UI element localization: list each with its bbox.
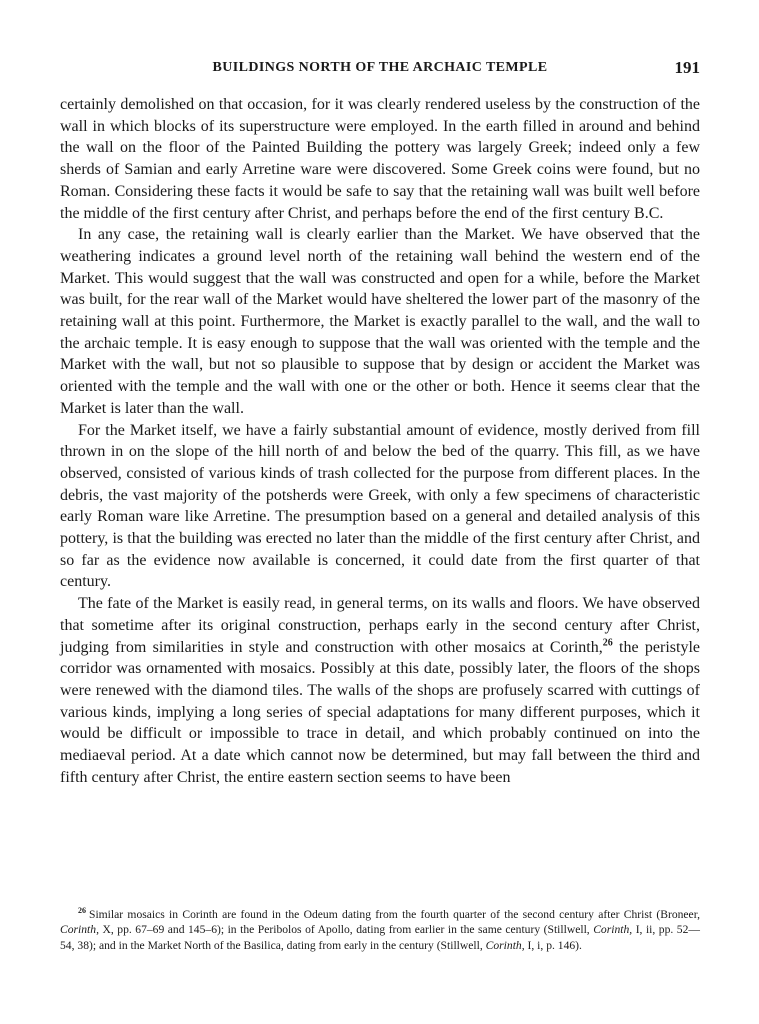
paragraph-1: certainly demolished on that occasion, for it was clearly rendered useless by the construction of the wall in which blocks of its superstructure were employed. In the earth filled in around and behind the wall on the floor of the Painted Building the pottery was largely Greek; indeed only a few sherds of Samian and early Arretine ware were discovered. Some Greek coins were found, but no Roman. Considering these facts it would be safe to say that the retaining wall was built well before the middle of the first century after Christ, and perhaps before the end of the first century B.C. — [60, 96, 700, 222]
footnote-26 — [60, 907, 700, 953]
running-title: BUILDINGS NORTH OF THE ARCHAIC TEMPLE — [212, 60, 548, 75]
footnote-text-3: I, ii, pp. 52—54, 38); and in the Market North of the Basilica, dating from early in the century (Stillwell, — [60, 923, 700, 952]
body-text — [60, 94, 700, 789]
page-header — [60, 60, 700, 82]
paragraph-4-text-b: the peristyle corridor was ornamented with mosaics. Possibly at this date, possibly later, the floors of the shops were renewed with the diamond tiles. The walls of the shops are profusely scarred with cuttings of various kinds, implying a long series of special adaptations for many different purposes, which it would be difficult or impossible to trace in detail, and which probably continued on into the mediaeval period. At a date which cannot now be determined, but may fall between the third and fifth century after Christ, the entire eastern section seems to have been — [60, 638, 701, 786]
footnote-citation-title-2: Corinth, — [593, 923, 633, 937]
paragraph-4 — [60, 593, 700, 788]
footnote-citation-title-1: Corinth, — [60, 923, 99, 937]
footnote-reference-26[interactable]: 26 — [602, 637, 613, 649]
footnote-number: 26 — [78, 906, 86, 916]
footnote — [60, 907, 700, 953]
paragraph-3: For the Market itself, we have a fairly substantial amount of evidence, mostly derived from fill thrown in on the slope of the hill north of and below the bed of the quarry. This fill, as we have observed, consisted of various kinds of trash collected for the purpose from different places. In the debris, the vast majority of the potsherds were Greek, with only a few specimens of characteristic early Roman ware like Arretine. The presumption based on a general and detailed analysis of this pottery, is that the building was erected no later than the middle of the first century after Christ, and so far as the evidence now available is concerned, it could date from the first quarter of that century. — [60, 421, 700, 591]
page-number: 191 — [674, 58, 700, 77]
footnote-text-1: Similar mosaics in Corinth are found in the Odeum dating from the fourth quarter of the second century after Christ (Broneer, — [89, 908, 700, 921]
paragraph-2: In any case, the retaining wall is clearly earlier than the Market. We have observed that the weathering indicates a ground level north of the retaining wall behind the western end of the Market. This would suggest that the wall was constructed and open for a while, before the Market was built, for the rear wall of the Market would have sheltered the lower part of the masonry of the retaining wall at this point. Furthermore, the Market is exactly parallel to the wall, and the wall to the archaic temple. It is easy enough to suppose that the wall was oriented with the temple and the Market with the wall, but not so plausible to suppose that by design or accident the Market was oriented with the temple and the wall with one or the other or both. Hence it seems clear that the Market is later than the wall. — [60, 226, 700, 417]
paragraph-4-text-a: The fate of the Market is easily read, in general terms, on its walls and floors. We have observed that sometime after its original construction, perhaps early in the second century after Christ, judging from similarities in style and construction with other mosaics at Corinth, — [60, 595, 700, 656]
footnote-text-4: I, i, p. 146). — [524, 938, 582, 952]
footnote-text-2: X, pp. 67–69 and 145–6); in the Peribolos of Apollo, dating from earlier in the same century (Stillwell, — [98, 923, 594, 937]
footnote-citation-title-3: Corinth, — [485, 938, 525, 952]
